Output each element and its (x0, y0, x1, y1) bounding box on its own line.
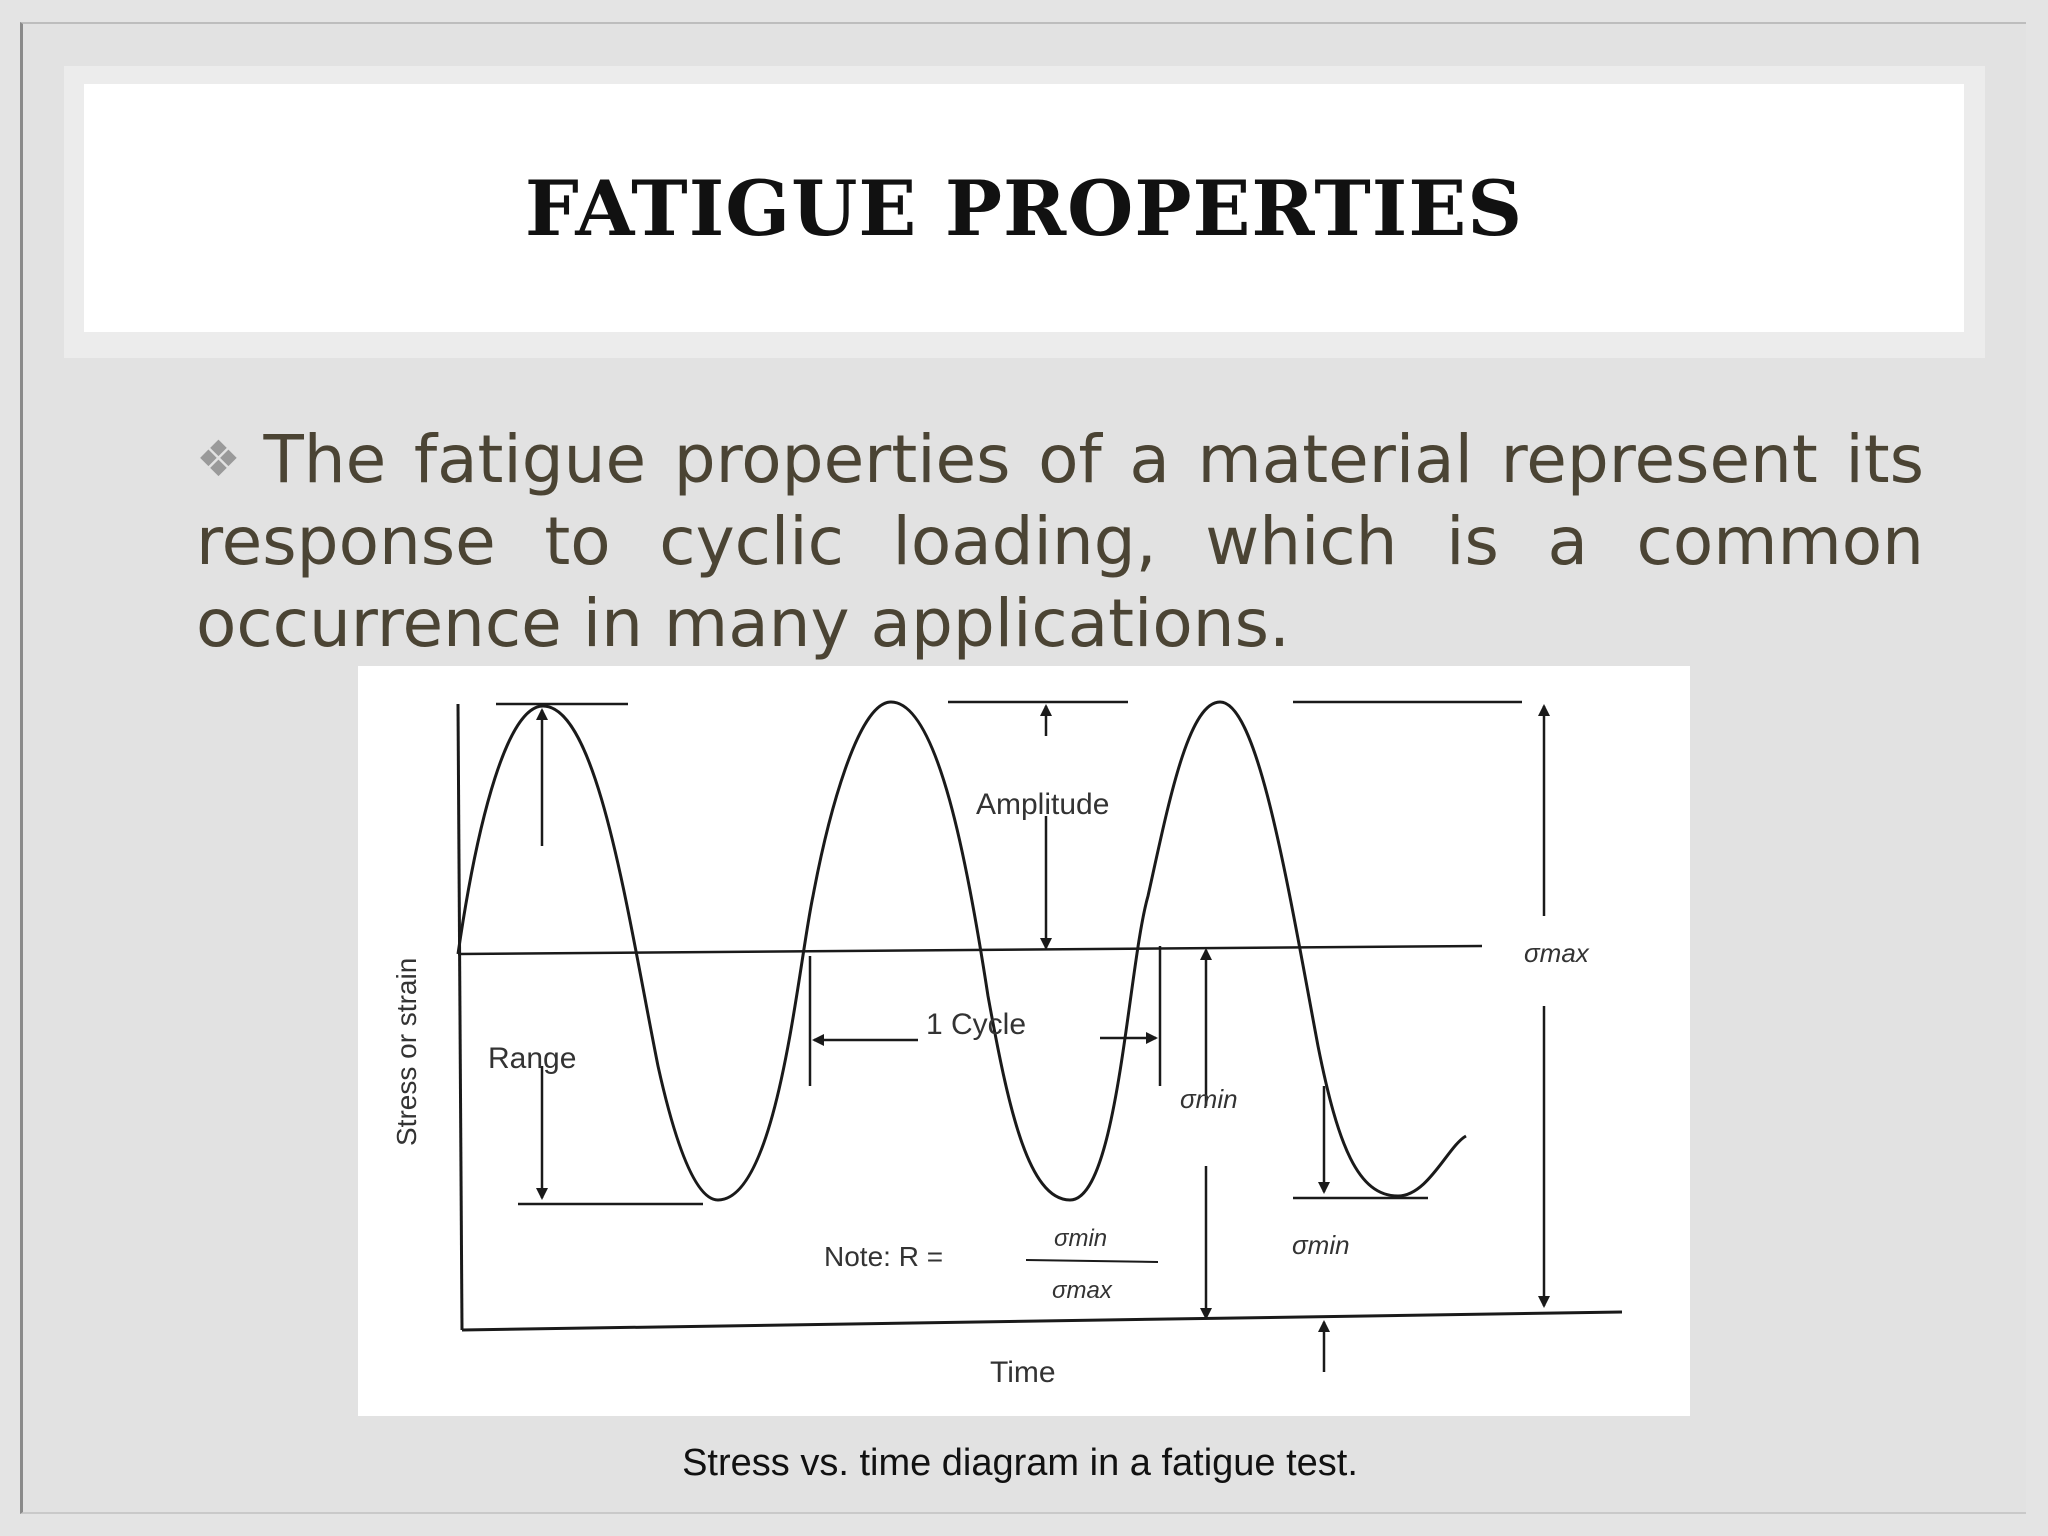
sigma-min-label: σmin (1180, 1084, 1238, 1114)
title-box (84, 84, 1964, 332)
y-axis-label: Stress or strain (391, 957, 422, 1146)
slide-title: FATIGUE PROPERTIES (524, 163, 1524, 253)
mean-stress-line (458, 946, 1482, 954)
note-fraction-bar (1026, 1260, 1158, 1262)
sigma-max-label: σmax (1524, 938, 1589, 968)
diagram-svg (358, 666, 1690, 1416)
cycle-label: 1 Cycle (926, 1008, 1027, 1041)
figure-caption: Stress vs. time diagram in a fatigue test. (682, 1442, 1358, 1484)
diamond-bullet-icon: ❖ (196, 430, 248, 488)
bullet-paragraph (196, 418, 1924, 665)
note-prefix: Note: R = (824, 1241, 944, 1272)
note-numerator: σmin (1054, 1225, 1108, 1252)
x-axis-label: Time (990, 1356, 1056, 1389)
stress-time-diagram (358, 666, 1690, 1416)
x-axis (462, 1312, 1622, 1330)
sigma-min-2-label: σmin (1292, 1230, 1350, 1260)
bullet-text: The fatigue properties of a material represent its response to cyclic loading, which is a common occurrence in many applications. (196, 421, 1924, 662)
note-denominator: σmax (1052, 1277, 1112, 1304)
amplitude-label: Amplitude (976, 788, 1110, 821)
range-label: Range (488, 1042, 577, 1075)
y-axis (458, 704, 462, 1330)
